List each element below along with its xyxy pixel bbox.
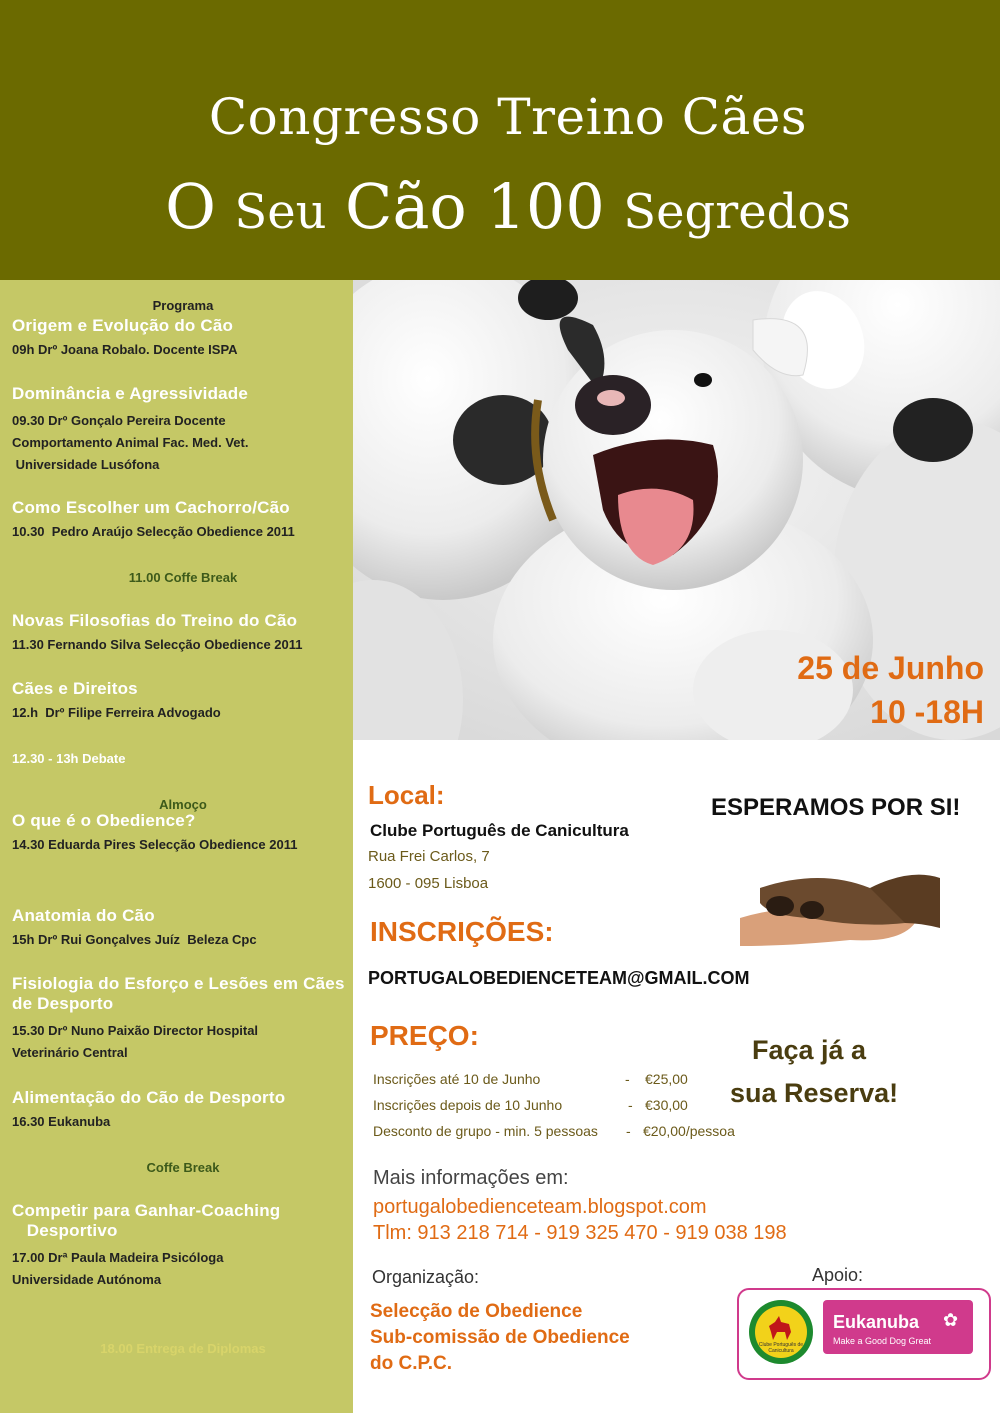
- program-item-anatomia: Anatomia do Cão 15h Drº Rui Gonçalves Juíz Beleza Cpc: [12, 906, 257, 947]
- price-value-2: €30,00: [645, 1097, 688, 1113]
- lunch-label: Almoço: [159, 797, 207, 812]
- program-item-fisiologia: Fisiologia do Esforço e Lesões em Cães de Desporto 15.30 Drº Nuno Paixão Director Hospital Veterinário Central: [12, 974, 345, 1060]
- header-banner: [0, 0, 1000, 280]
- eukanuba-name: Eukanuba: [833, 1312, 920, 1332]
- debate-label: 12.30 - 13h Debate: [12, 751, 126, 766]
- program-item-direitos: Cães e Direitos 12.h Drº Filipe Ferreira Advogado: [12, 679, 221, 720]
- program-item-origem: Origem e Evolução do Cão 09h Drº Joana Robalo. Docente ISPA: [12, 316, 238, 357]
- program-heading: Programa: [152, 298, 214, 313]
- coffee-break-2: Coffe Break: [146, 1160, 220, 1175]
- dog-silhouette-icon: [765, 1314, 797, 1342]
- title-line1: Congresso Treino Cães: [208, 88, 808, 146]
- price-sep-3: -: [626, 1123, 631, 1139]
- support-label: Apoio:: [812, 1265, 864, 1285]
- info-phones: Tlm: 913 218 714 - 919 325 470 - 919 038 198: [373, 1222, 787, 1244]
- cpc-logo: [749, 1300, 813, 1364]
- price-sep-1: -: [625, 1071, 630, 1087]
- price-row-3: Desconto de grupo - min. 5 pessoas: [373, 1123, 598, 1139]
- info-url[interactable]: portugalobedienceteam.blogspot.com: [373, 1196, 707, 1218]
- slogan: ESPERAMOS POR SI!: [711, 794, 961, 821]
- reserve-line1: Faça já a: [752, 1035, 867, 1065]
- price-row-2: Inscrições depois de 10 Junho: [373, 1097, 563, 1113]
- venue-city: 1600 - 095 Lisboa: [368, 875, 489, 892]
- program-item-alimentacao: Alimentação do Cão de Desporto 16.30 Eukanuba: [12, 1088, 286, 1129]
- title-line2: O Seu Cão 100 Segredos: [165, 170, 851, 243]
- event-date: 25 de Junho: [797, 650, 984, 686]
- registration-email[interactable]: PORTUGALOBEDIENCETEAM@GMAIL.COM: [368, 968, 750, 988]
- sponsor-logos-box: [737, 1288, 991, 1380]
- program-item-filosofias: Novas Filosofias do Treino do Cão 11.30 Fernando Silva Selecção Obedience 2011: [12, 611, 303, 652]
- paw-icon: ✿: [943, 1310, 959, 1331]
- organization-line1: Selecção de Obedience: [370, 1301, 583, 1322]
- program-item-cachorro: Como Escolher um Cachorro/Cão 10.30 Pedro Araújo Selecção Obedience 2011: [12, 498, 295, 539]
- program-item-competir: Competir para Ganhar-Coaching Desportivo 17.00 Drª Paula Madeira Psicóloga Universidade Autónoma: [12, 1201, 281, 1287]
- organization-label: Organização:: [372, 1267, 480, 1287]
- venue-name: Clube Português de Canicultura: [370, 821, 629, 840]
- organization-line2: Sub-comissão de Obedience: [370, 1327, 630, 1348]
- hand-and-paw-image: [740, 848, 940, 950]
- cpc-logo-text: Clube Português de Canicultura: [758, 1342, 804, 1354]
- program-sidebar: [0, 280, 353, 1413]
- reserve-line2: sua Reserva!: [730, 1078, 899, 1108]
- event-time: 10 -18H: [870, 694, 984, 730]
- eukanuba-logo: [823, 1300, 973, 1354]
- price-sep-2: -: [628, 1097, 633, 1113]
- diplomas-label: 18.00 Entrega de Diplomas: [100, 1341, 266, 1356]
- organization-line3: do C.P.C.: [370, 1353, 452, 1374]
- registration-heading: INSCRIÇÕES:: [370, 916, 554, 947]
- program-item-obedience: O que é o Obedience? 14.30 Eduarda Pires Selecção Obedience 2011: [12, 811, 298, 852]
- program-item-dominancia: Dominância e Agressividade 09.30 Drº Gonçalo Pereira Docente Comportamento Animal Fac. Med. Vet. Universidade Lusófona: [12, 384, 249, 472]
- price-heading: PREÇO:: [370, 1020, 479, 1051]
- local-heading: Local:: [368, 780, 445, 810]
- coffee-break-1: 11.00 Coffe Break: [128, 570, 238, 585]
- price-row-1: Inscrições até 10 de Junho: [373, 1071, 541, 1087]
- venue-street: Rua Frei Carlos, 7: [368, 848, 490, 865]
- eukanuba-tagline: Make a Good Dog Great: [833, 1336, 932, 1346]
- price-value-1: €25,00: [645, 1071, 688, 1087]
- dogs-photo: [353, 280, 1000, 740]
- info-label: Mais informações em:: [373, 1167, 569, 1189]
- price-value-3: €20,00/pessoa: [643, 1123, 735, 1139]
